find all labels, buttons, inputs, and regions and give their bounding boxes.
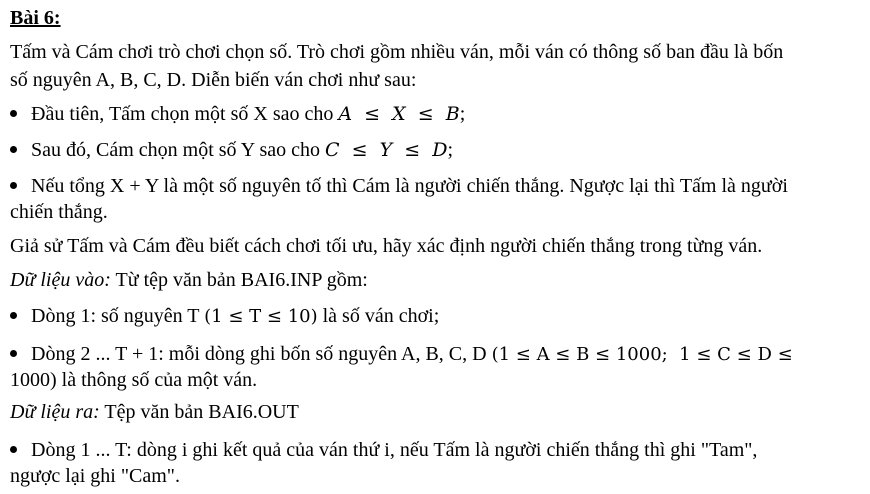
output-label: Dữ liệu ra: — [10, 401, 100, 423]
question-text: Giả sử Tấm và Cám đều biết cách chơi tối ưu, hãy xác định người chiến thắng trong từng ván. — [10, 235, 763, 257]
rule-tail: ; — [447, 139, 454, 161]
rule-math: C ≤ Y ≤ D — [325, 139, 448, 161]
input-heading — [10, 266, 368, 294]
intro-line-2: số nguyên A, B, C, D. Diễn biến ván chơi như sau: — [10, 69, 417, 91]
input-item-text: Dòng 2 ... T + 1: mỗi dòng ghi bốn số nguyên A, B, C, D — [31, 343, 492, 365]
output-description: Tệp văn bản BAI6.OUT — [99, 401, 299, 423]
bullet-icon — [10, 146, 17, 153]
rule-math: A ≤ X ≤ B — [338, 103, 460, 125]
input-item-math: (1 ≤ T ≤ 10) — [204, 306, 318, 327]
rule-item-2 — [10, 136, 850, 164]
rule-text: Nếu tổng X + Y là một số nguyên tố thì Cám là người chiến thắng. Ngược lại thì Tấm là người — [31, 175, 788, 197]
bullet-icon — [10, 312, 17, 319]
rule-item-3 — [10, 172, 788, 200]
bullet-icon — [10, 350, 17, 357]
problem-title: Bài 6: — [10, 7, 61, 29]
rule-item-1 — [10, 100, 850, 128]
bullet-icon — [10, 446, 17, 453]
input-item-tail: là số ván chơi; — [317, 305, 440, 327]
input-item-2-continued: 1000) là thông số của một ván. — [10, 369, 258, 391]
output-item-1 — [10, 436, 757, 464]
bullet-icon — [10, 110, 17, 117]
rule-item-3-continued: chiến thắng. — [10, 201, 108, 223]
output-item-text: Dòng 1 ... T: dòng i ghi kết quả của ván thứ i, nếu Tấm là người chiến thắng thì ghi "Tam", — [31, 439, 758, 461]
rule-text: Sau đó, Cám chọn một số Y sao cho — [31, 139, 326, 161]
output-heading — [10, 398, 299, 426]
input-item-2 — [10, 340, 793, 369]
rule-tail: ; — [459, 103, 466, 125]
input-item-math: (1 ≤ A ≤ B ≤ 1000; 1 ≤ C ≤ D ≤ — [491, 344, 793, 365]
input-item-text: Dòng 1: số nguyên T — [31, 305, 205, 327]
rule-text: Đầu tiên, Tấm chọn một số X sao cho — [31, 103, 339, 125]
input-label: Dữ liệu vào: — [10, 269, 111, 291]
intro-line-1: Tấm và Cám chơi trò chơi chọn số. Trò chơi gồm nhiều ván, mỗi ván có thông số ban đầu là bốn — [10, 41, 784, 63]
bullet-icon — [10, 182, 17, 189]
output-item-1-continued: ngược lại ghi "Cam". — [10, 465, 180, 487]
input-item-1 — [10, 302, 439, 331]
input-description: Từ tệp văn bản BAI6.INP gồm: — [110, 269, 368, 291]
